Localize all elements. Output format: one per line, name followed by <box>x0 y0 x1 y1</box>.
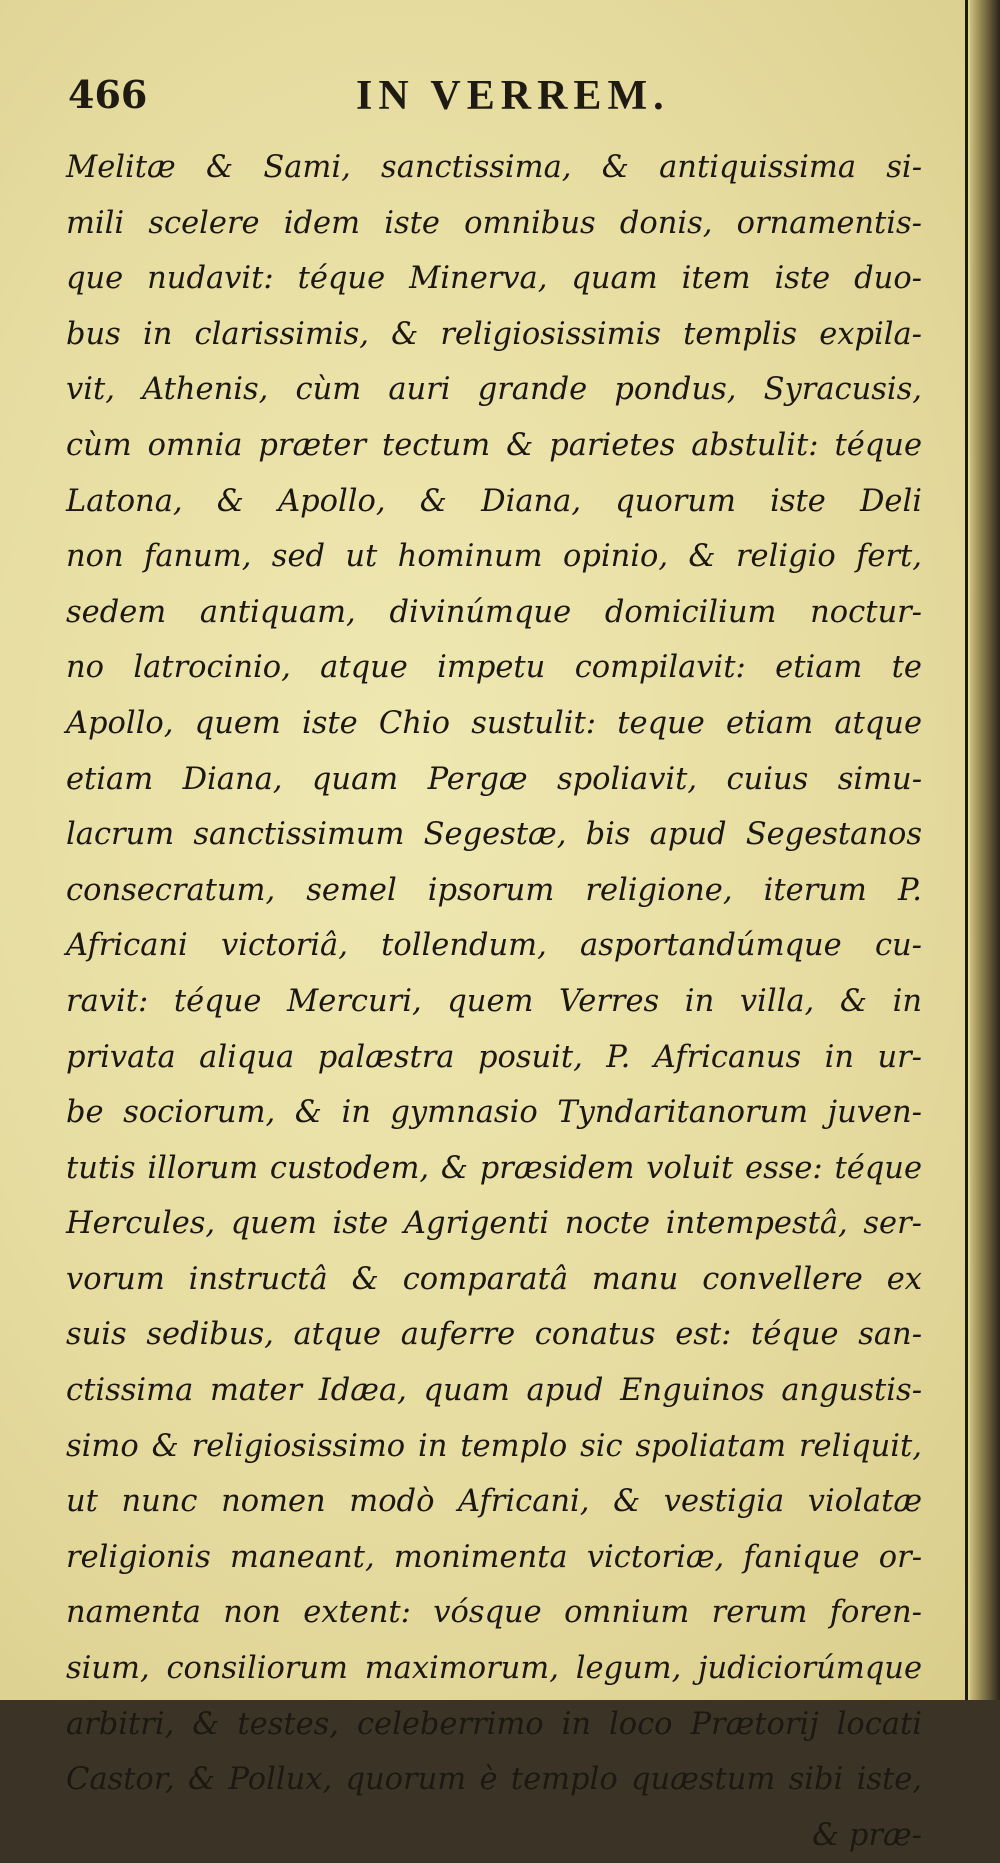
text-line: religionis maneant, monimenta victoriæ, fanique or- <box>66 1539 922 1575</box>
text-line: namenta non extent: vósque omnium rerum foren- <box>66 1595 922 1631</box>
text-line: Apollo, quem iste Chio sustulit: teque etiam atque <box>66 705 922 741</box>
text-line: etiam Diana, quam Pergæ spoliavit, cuius simu- <box>66 761 922 797</box>
text-line: consecratum, semel ipsorum religione, iterum P. <box>66 872 922 908</box>
text-line: ravit: téque Mercuri, quem Verres in villa, & in <box>66 983 922 1019</box>
text-line: vit, Athenis, cùm auri grande pondus, Syracusis, <box>66 372 922 408</box>
text-line: simo & religiosissimo in templo sic spoliatam reliquit, <box>66 1428 922 1464</box>
text-line: ctissima mater Idæa, quam apud Enguinos angustis- <box>66 1373 922 1409</box>
text-line: Africani victoriâ, tollendum, asportandúmque cu- <box>66 928 922 964</box>
page-gutter-line <box>965 0 968 1700</box>
text-line: cùm omnia præter tectum & parietes abstulit: téque <box>66 427 922 463</box>
text-line: ut nunc nomen modò Africani, & vestigia violatæ <box>66 1484 922 1520</box>
text-line: sedem antiquam, divinúmque domicilium noctur- <box>66 594 922 630</box>
catchword: & præ- <box>812 1817 922 1853</box>
text-line: suis sedibus, atque auferre conatus est: téque san- <box>66 1317 922 1353</box>
text-line: que nudavit: téque Minerva, quam item iste duo- <box>66 261 922 297</box>
text-line: Castor, & Pollux, quorum è templo quæstum sibi iste, <box>66 1762 922 1798</box>
page-header <box>68 72 928 132</box>
text-line: be sociorum, & in gymnasio Tyndaritanorum juven- <box>66 1095 922 1131</box>
text-line: Latona, & Apollo, & Diana, quorum iste Deli <box>66 483 922 519</box>
text-line: bus in clarissimis, & religiosissimis templis expila- <box>66 316 922 352</box>
text-line: Melitæ & Sami, sanctissima, & antiquissima si- <box>66 150 922 185</box>
text-line: Hercules, quem iste Agrigenti nocte intempestâ, ser- <box>66 1206 922 1242</box>
text-line: privata aliqua palæstra posuit, P. Africanus in ur- <box>66 1039 922 1075</box>
text-line: no latrocinio, atque impetu compilavit: etiam te <box>66 650 922 686</box>
running-head: IN VERREM. <box>356 73 670 119</box>
page-number: 466 <box>68 72 148 117</box>
text-line: non fanum, sed ut hominum opinio, & religio fert, <box>66 539 922 575</box>
text-line: tutis illorum custodem, & præsidem voluit esse: téque <box>66 1150 922 1186</box>
body-text <box>66 140 922 1863</box>
text-line: mili scelere idem iste omnibus donis, ornamentis- <box>66 205 922 241</box>
page-edge-shadow <box>970 0 1000 1700</box>
text-line: sium, consiliorum maximorum, legum, judiciorúmque <box>66 1651 922 1687</box>
text-line: vorum instructâ & comparatâ manu convellere ex <box>66 1261 922 1297</box>
text-line: arbitri, & testes, celeberrimo in loco Prætorij locati <box>66 1706 922 1742</box>
text-line: lacrum sanctissimum Segestæ, bis apud Segestanos <box>66 817 922 853</box>
